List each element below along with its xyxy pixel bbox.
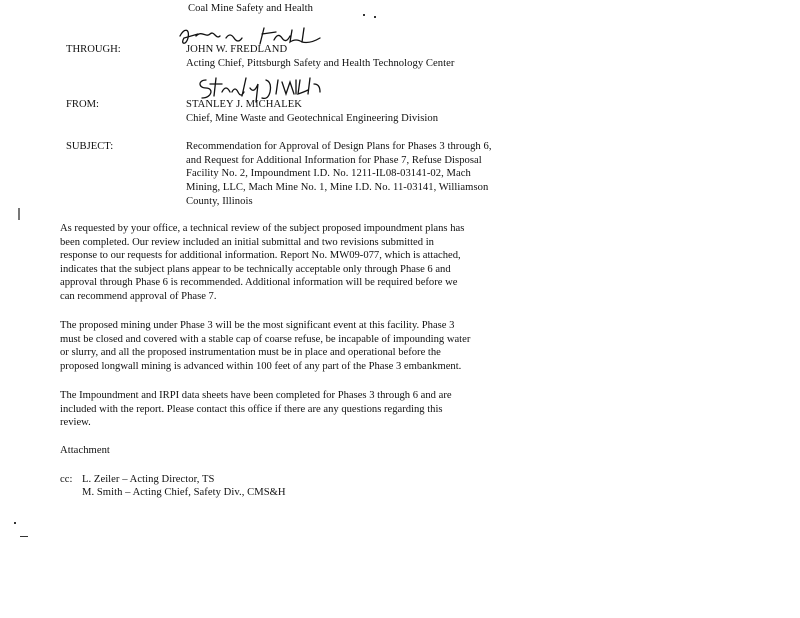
cc-line: M. Smith – Acting Chief, Safety Div., CMS&H — [82, 487, 286, 498]
through-label: THROUGH: — [66, 44, 121, 55]
through-title: Acting Chief, Pittsburgh Safety and Health Technology Center — [186, 58, 455, 69]
body-paragraph-2 — [60, 319, 530, 373]
paragraph-line: The proposed mining under Phase 3 will be the most significant event at this facility. Phase 3 — [60, 320, 455, 331]
scan-mark — [14, 522, 16, 524]
from-name: STANLEY J. MICHALEK — [186, 99, 302, 110]
to-office: Coal Mine Safety and Health — [188, 3, 313, 14]
subject-line: Mining, LLC, Mach Mine No. 1, Mine I.D. No. 11-03141, Williamson — [186, 182, 489, 193]
paragraph-line: proposed longwall mining is advanced within 100 feet of any part of the Phase 3 embankment. — [60, 360, 462, 372]
from-label: FROM: — [66, 99, 99, 110]
subject-line: and Request for Additional Information for Phase 7, Refuse Disposal — [186, 155, 482, 166]
paragraph-line: included with the report. Please contact this office if there are any questions regarding this — [60, 403, 443, 415]
paragraph-line: been completed. Our review included an initial submittal and two revisions submitted in — [60, 236, 434, 248]
subject-line: County, Illinois — [186, 196, 253, 207]
paragraph-line: can recommend approval of Phase 7. — [60, 290, 217, 302]
paragraph-line: or slurry, and all the proposed instrumentation must be in place and operational before the — [60, 347, 441, 359]
body-paragraph-1 — [60, 222, 530, 304]
from-title: Chief, Mine Waste and Geotechnical Engineering Division — [186, 113, 439, 124]
through-name: JOHN W. FREDLAND — [186, 44, 288, 55]
scan-mark — [374, 16, 376, 18]
scan-mark — [20, 536, 28, 537]
paragraph-line: response to our requests for additional information. Report No. MW09-077, which is attached, — [60, 250, 461, 262]
subject-label: SUBJECT: — [66, 141, 114, 152]
paragraph-line: The Impoundment and IRPI data sheets have been completed for Phases 3 through 6 and are — [60, 390, 452, 401]
paragraph-line: must be closed and covered with a stable cap of coarse refuse, be incapable of impounding water — [60, 333, 471, 345]
paragraph-line: review. — [60, 417, 91, 429]
cc-label: cc: — [60, 474, 73, 485]
cc-line: L. Zeiler – Acting Director, TS — [82, 474, 215, 485]
paragraph-line: As requested by your office, a technical review of the subject proposed impoundment plans has — [60, 223, 465, 234]
paragraph-line: approval through Phase 6 is recommended. Additional information will be required before we — [60, 277, 458, 289]
attachment-note: Attachment — [60, 445, 110, 456]
subject-line: Facility No. 2, Impoundment I.D. No. 1211-IL08-03141-02, Mach — [186, 168, 471, 179]
paragraph-line: indicates that the subject plans appear to be technically acceptable only through Phase 6 and — [60, 263, 451, 275]
scan-mark — [363, 14, 365, 16]
body-paragraph-3 — [60, 389, 530, 430]
scan-mark — [18, 208, 20, 220]
subject-line: Recommendation for Approval of Design Plans for Phases 3 through 6, — [186, 141, 492, 152]
